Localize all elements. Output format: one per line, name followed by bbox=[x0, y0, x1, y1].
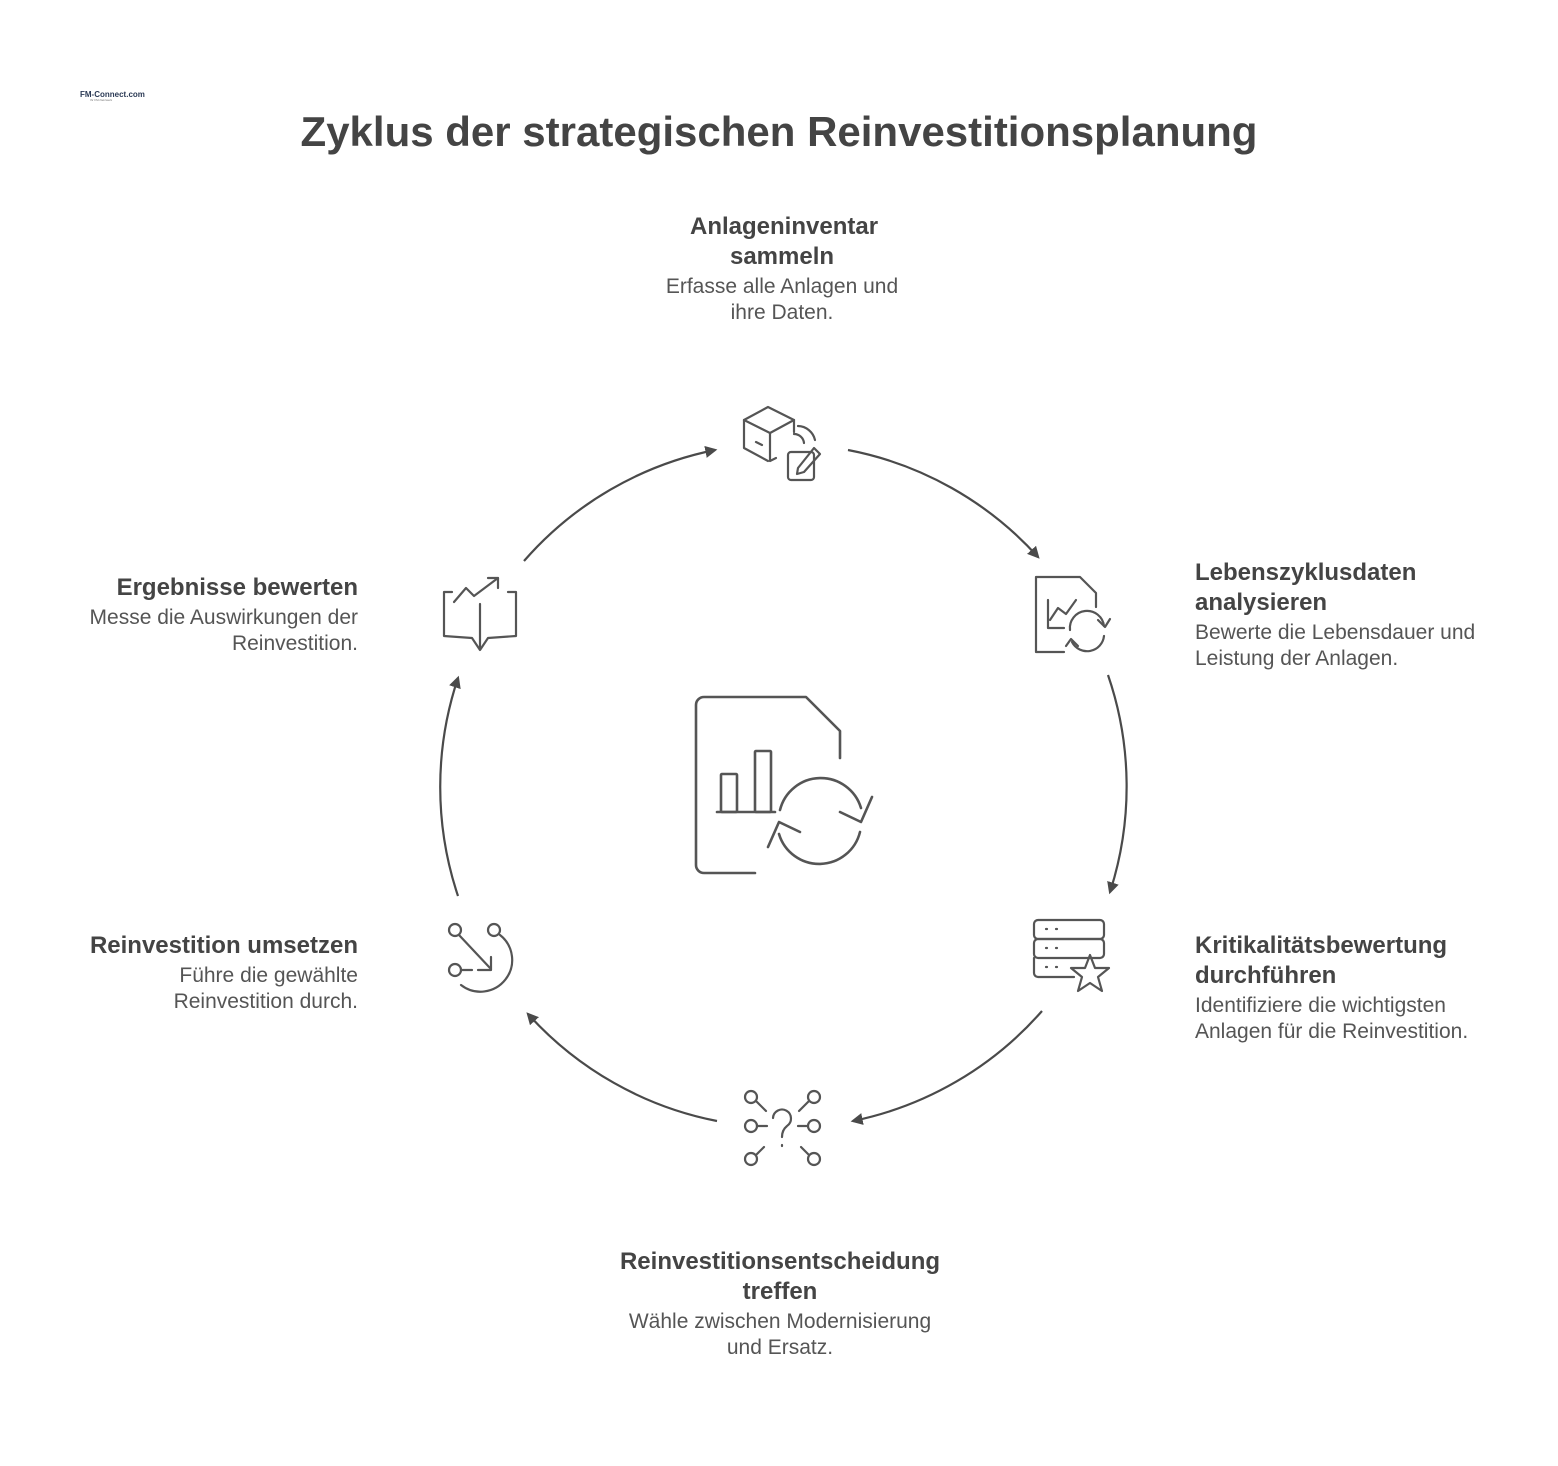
cycle-arrow-2 bbox=[1108, 675, 1127, 892]
route-arrow-icon bbox=[449, 924, 512, 992]
question-network-icon bbox=[745, 1091, 820, 1165]
cycle-arrow-3 bbox=[853, 1011, 1042, 1121]
step-3-desc: Identifiziere die wichtigsten Anlagen für die Reinvestition. bbox=[1195, 994, 1469, 1043]
logo-text: FM-Connect.com bbox=[80, 89, 145, 99]
step-1-desc: Erfasse alle Anlagen und ihre Daten. bbox=[665, 275, 899, 324]
step-6-desc: Messe die Auswirkungen der Reinvestition. bbox=[89, 606, 358, 655]
document-chart-cycle-icon bbox=[1036, 577, 1110, 652]
step-2-title: Lebenszyklusdaten analysieren bbox=[1195, 559, 1417, 616]
box-edit-icon bbox=[744, 407, 820, 480]
logo-subtext: Ihr FM-Netzwerk bbox=[90, 98, 113, 102]
step-3-title: Kritikalitätsbewertung durchführen bbox=[1195, 932, 1448, 989]
cycle-arrow-5 bbox=[440, 678, 458, 896]
cycle-arrow-4 bbox=[528, 1014, 717, 1121]
cycle-arrow-6 bbox=[524, 450, 715, 561]
step-6-title: Ergebnisse bewerten bbox=[116, 574, 358, 601]
cycle-arrow-1 bbox=[848, 450, 1038, 557]
step-5-title: Reinvestition umsetzen bbox=[89, 932, 358, 959]
book-trend-icon bbox=[444, 578, 516, 650]
step-6 bbox=[60, 573, 358, 657]
diagram-title: Zyklus der strategischen Reinvestitionsplanung bbox=[300, 108, 1258, 155]
step-1-title: Anlageninventar sammeln bbox=[690, 213, 879, 270]
step-4-title: Reinvestitionsentscheidung treffen bbox=[619, 1248, 941, 1305]
step-5 bbox=[60, 931, 358, 1015]
step-5-desc: Führe die gewählte Reinvestition durch. bbox=[173, 964, 358, 1013]
step-2 bbox=[1195, 558, 1485, 672]
step-4 bbox=[580, 1247, 980, 1361]
step-3 bbox=[1195, 931, 1495, 1045]
step-4-desc: Wähle zwischen Modernisierung und Ersatz. bbox=[628, 1310, 932, 1359]
step-2-desc: Bewerte die Lebensdauer und Leistung der Anlagen. bbox=[1195, 621, 1476, 670]
report-refresh-icon bbox=[696, 697, 872, 873]
step-1 bbox=[630, 212, 934, 326]
server-star-icon bbox=[1034, 920, 1109, 991]
